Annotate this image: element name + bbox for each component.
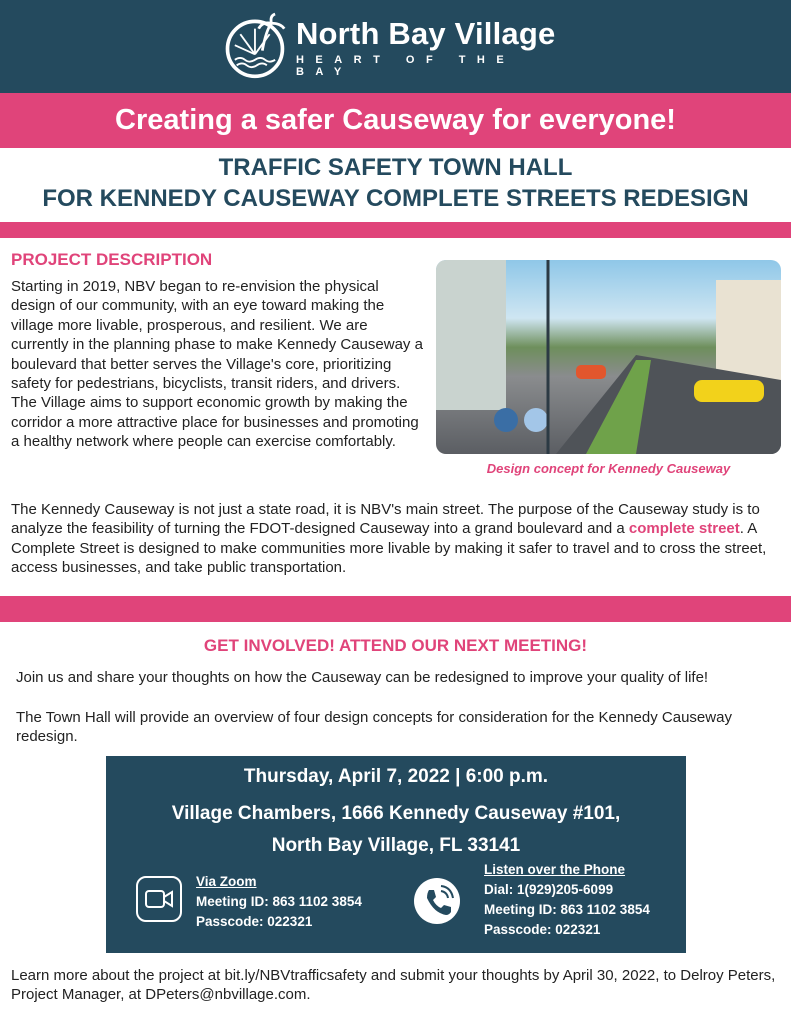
project-description-heading: PROJECT DESCRIPTION (11, 250, 213, 269)
causeway-description-text (11, 500, 781, 578)
para2-end: . A Complete Street is designed to make communities more livable by making it safer to travel and to cross the street, access businesses, and take public transportation. (11, 520, 767, 577)
footer-text: Learn more about the project at bit.ly/NBVtrafficsafety and submit your thoughts by April 30, 2022, to Delroy Peters, Project Manager, at DPeters@nbvillage.com. (11, 967, 776, 1004)
phone-meeting-id: Meeting ID: 863 1102 3854 (484, 902, 650, 917)
join-us-text: Join us and share your thoughts on how the Causeway can be redesigned to improve your quality of life! (16, 669, 709, 686)
header (0, 0, 791, 93)
address-line-1: Village Chambers, 1666 Kennedy Causeway #101, (171, 803, 621, 824)
page-title (0, 152, 791, 214)
via-zoom-link[interactable]: Via Zoom (196, 874, 257, 889)
para2-start: The Kennedy Causeway is not just a state road, it is NBV's main street. The purpose of the Causeway study is to analyze the feasibility of turning the FDOT-designed Causeway into a grand boulevard and a (11, 501, 760, 538)
address-line-2: North Bay Village, FL 33141 (271, 835, 521, 856)
phone-details (484, 860, 650, 940)
meeting-address (106, 798, 686, 862)
logo-tagline: HEART OF THE BAY (295, 54, 516, 78)
phone-dial: Dial: 1(929)205-6099 (484, 882, 614, 897)
listen-phone-link[interactable]: Listen over the Phone (484, 862, 626, 877)
phone-passcode: Passcode: 022321 (484, 922, 601, 937)
meeting-info-box (106, 756, 686, 953)
meeting-datetime: Thursday, April 7, 2022 | 6:00 p.m. (243, 766, 549, 787)
banner-headline: Creating a safer Causeway for everyone! (0, 93, 791, 148)
design-concept-image (436, 260, 781, 454)
zoom-meeting-id: Meeting ID: 863 1102 3854 (196, 894, 362, 909)
project-description-text: Starting in 2019, NBV began to re-envision the physical design of our community, with an eye toward making the village more livable, prosperous, and resilient. We are currently in the planning phase to make Kennedy Causeway a boulevard that better serves the Village's core, prioritizing safety for pedestrians, bicyclists, transit riders, and drivers. The Village aims to support economic growth by making the corridor a more attractive place for businesses and promoting a healthy network where people can exercise comfortably. (11, 278, 423, 451)
image-caption: Design concept for Kennedy Causeway (486, 461, 731, 476)
zoom-details (196, 872, 362, 932)
complete-street-link[interactable]: complete street (628, 520, 740, 538)
get-involved-heading: GET INVOLVED! ATTEND OUR NEXT MEETING! (203, 636, 588, 655)
title-line-2: FOR KENNEDY CAUSEWAY COMPLETE STREETS REDESIGN (42, 185, 749, 212)
palm-sun-logo-icon (222, 11, 288, 83)
logo-name: North Bay Village (295, 16, 556, 51)
divider-band (0, 596, 791, 622)
video-camera-icon (136, 876, 182, 922)
title-line-1: TRAFFIC SAFETY TOWN HALL (218, 154, 573, 181)
zoom-passcode: Passcode: 022321 (196, 914, 313, 929)
divider-bar (0, 222, 791, 238)
phone-icon (414, 878, 460, 924)
logo (222, 8, 562, 86)
town-hall-text: The Town Hall will provide an overview of four design concepts for consideration for the Kennedy Causeway redesign. (16, 709, 732, 746)
